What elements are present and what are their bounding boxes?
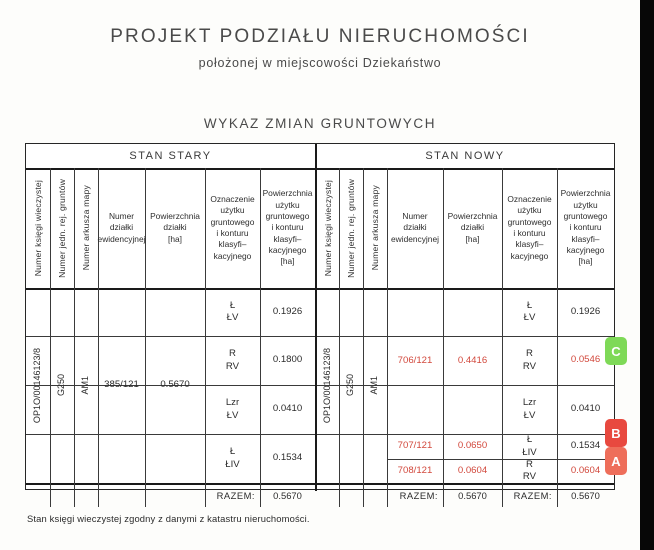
header-old-parcel-area: Powierzchnia działki [ha] bbox=[150, 210, 200, 244]
header-new-use-code: Oznaczenie użytku gruntowego i konturu klasyfi– kacyjnego bbox=[507, 193, 552, 261]
new-parcel-area-2: 0.0650 bbox=[457, 440, 488, 452]
land-change-table bbox=[25, 143, 615, 501]
new-use-code-5: R RV bbox=[522, 458, 537, 482]
band-title-old: STAN STARY bbox=[129, 150, 212, 162]
old-kw-value: OP1O/00146123/8 bbox=[32, 347, 43, 424]
old-use-area-3: 0.0410 bbox=[272, 403, 303, 415]
header-new-parcel: Numer działki ewidencyjnej bbox=[391, 210, 439, 244]
old-mapsheet-value: AM1 bbox=[80, 376, 91, 395]
old-use-area-2: 0.1800 bbox=[272, 354, 303, 366]
new-total-use-label: RAZEM: bbox=[513, 489, 552, 501]
new-use-area-1: 0.1926 bbox=[570, 305, 601, 317]
page-subtitle: położonej w miejscowości Dziekaństwo bbox=[198, 56, 442, 70]
new-use-code-3: Lzr ŁV bbox=[522, 397, 537, 421]
side-tab-a[interactable]: A bbox=[605, 447, 627, 475]
header-old-parcel: Numer działki ewidencyjnej bbox=[97, 210, 146, 244]
new-mapsheet-value: AM1 bbox=[369, 376, 380, 395]
header-old-regunit: Numer jedn. rej. gruntów bbox=[57, 178, 67, 278]
new-parcel-3: 708/121 bbox=[397, 464, 433, 476]
old-use-code-4: Ł ŁIV bbox=[225, 446, 240, 470]
new-kw-value: OP1O/00146123/8 bbox=[321, 347, 332, 424]
header-new-mapsheet: Numer arkusza mapy bbox=[370, 185, 380, 271]
table-title: WYKAZ ZMIAN GRUNTOWYCH bbox=[203, 116, 437, 131]
header-old-use-area: Powierzchnia użytku gruntowego i konturu klasyfi– kacyjnego [ha] bbox=[262, 188, 313, 267]
side-tab-b[interactable]: B bbox=[605, 419, 627, 447]
old-parcel-area-value: 0.5670 bbox=[160, 379, 190, 391]
new-use-code-1: Ł ŁV bbox=[523, 299, 536, 323]
old-use-code-3: Lzr ŁV bbox=[225, 397, 240, 421]
header-old-mapsheet: Numer arkusza mapy bbox=[81, 185, 91, 271]
new-parcel-2: 707/121 bbox=[397, 440, 433, 452]
new-use-code-2: R RV bbox=[522, 348, 537, 372]
old-use-code-2: R RV bbox=[225, 348, 240, 372]
header-old-use-code: Oznaczenie użytku gruntowego i konturu klasyfi– kacyjnego bbox=[210, 193, 255, 261]
right-edge-strip bbox=[640, 0, 654, 550]
header-new-parcel-area: Powierzchnia działki [ha] bbox=[447, 210, 498, 244]
new-use-area-5: 0.0604 bbox=[570, 464, 601, 476]
new-parcel-area-3: 0.0604 bbox=[457, 464, 488, 476]
new-total-use-value: 0.5670 bbox=[571, 489, 600, 501]
new-total-parcel-label: RAZEM: bbox=[399, 489, 438, 501]
old-total-label: RAZEM: bbox=[216, 489, 255, 501]
band-title-new: STAN NOWY bbox=[425, 150, 505, 162]
new-use-area-3: 0.0410 bbox=[570, 403, 601, 415]
old-use-area-4: 0.1534 bbox=[272, 452, 303, 464]
header-new-use-area: Powierzchnia użytku gruntowego i konturu klasyfi– kacyjnego [ha] bbox=[560, 188, 611, 267]
new-parcel-area-1: 0.4416 bbox=[457, 354, 488, 366]
old-regunit-value: G250 bbox=[56, 374, 67, 397]
footnote-text: Stan księgi wieczystej zgodny z danymi z katastru nieruchomości. bbox=[27, 513, 310, 524]
new-use-area-2: 0.0546 bbox=[570, 354, 601, 366]
header-new-regunit: Numer jedn. rej. gruntów bbox=[346, 178, 356, 278]
new-total-parcel-value: 0.5670 bbox=[458, 489, 487, 501]
new-use-code-4: Ł ŁIV bbox=[522, 434, 537, 458]
old-use-area-1: 0.1926 bbox=[272, 305, 303, 317]
new-regunit-value: G250 bbox=[345, 374, 356, 397]
header-new-kw: Numer księgi wieczystej bbox=[322, 179, 333, 277]
header-old-kw: Numer księgi wieczystej bbox=[33, 179, 43, 277]
side-tab-c[interactable]: C bbox=[605, 337, 627, 365]
new-use-area-4: 0.1534 bbox=[570, 440, 601, 452]
new-parcel-1: 706/121 bbox=[397, 354, 433, 366]
old-parcel-value: 385/121 bbox=[104, 379, 139, 391]
old-use-code-1: Ł ŁV bbox=[226, 299, 239, 323]
old-total-value: 0.5670 bbox=[273, 489, 302, 501]
page-title: PROJEKT PODZIAŁU NIERUCHOMOŚCI bbox=[110, 26, 530, 47]
